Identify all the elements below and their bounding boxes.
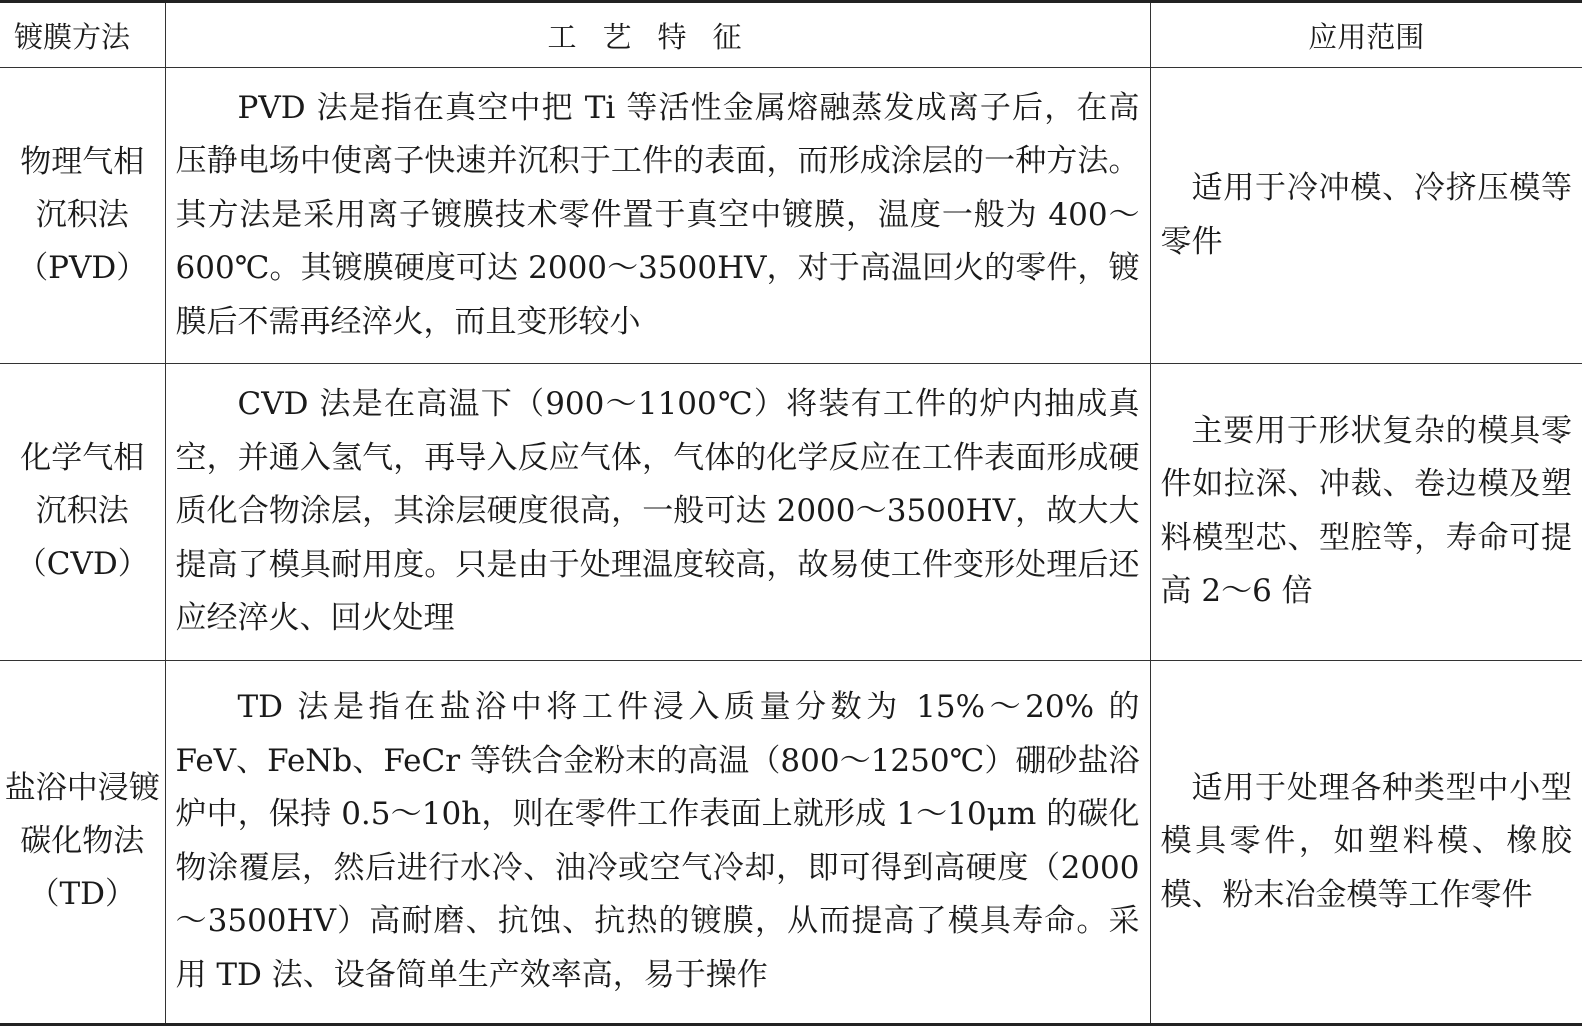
header-row xyxy=(0,2,1582,68)
application-cell: 适用于处理各种类型中小型模具零件，如塑料模、橡胶模、粉末冶金模等工作零件 xyxy=(1150,660,1582,1024)
application-cell: 适用于冷冲模、冷挤压模等零件 xyxy=(1150,68,1582,364)
table-row xyxy=(0,68,1582,364)
feature-cell: CVD 法是在高温下（900～1100℃）将装有工件的炉内抽成真空，并通入氢气，再导入反应气体，气体的化学反应在工件表面形成硬质化合物涂层，其涂层硬度很高，一般可达 2000～3500HV，故大大提高了模具耐用度。只是由于处理温度较高，故易使工件变形处理后还应经淬火、回火处理 xyxy=(165,364,1150,660)
method-line: 沉积法 xyxy=(35,197,129,234)
method-line: 盐浴中浸镀 xyxy=(4,770,160,807)
method-line: 碳化物法 xyxy=(20,823,145,860)
method-line: 化学气相 xyxy=(20,440,145,477)
method-line: （PVD） xyxy=(17,250,148,287)
method-line: （CVD） xyxy=(15,546,149,583)
method-cell xyxy=(0,660,165,1024)
header-application: 应用范围 xyxy=(1150,2,1582,68)
method-line: 物理气相 xyxy=(20,144,145,181)
table-row xyxy=(0,364,1582,660)
feature-cell: PVD 法是指在真空中把 Ti 等活性金属熔融蒸发成离子后，在高压静电场中使离子快速并沉积于工件的表面，而形成涂层的一种方法。其方法是采用离子镀膜技术零件置于真空中镀膜，温度一般为 400～600℃。其镀膜硬度可达 2000～3500HV，对于高温回火的零件，镀膜后不需再经淬火，而且变形较小 xyxy=(165,68,1150,364)
method-line: （TD） xyxy=(28,876,137,913)
header-method: 镀膜方法 xyxy=(0,2,165,68)
method-line: 沉积法 xyxy=(35,493,129,530)
method-cell xyxy=(0,68,165,364)
table-row xyxy=(0,660,1582,1024)
application-cell: 主要用于形状复杂的模具零件如拉深、冲裁、卷边模及塑料模型芯、型腔等，寿命可提高 2～6 倍 xyxy=(1150,364,1582,660)
method-cell xyxy=(0,364,165,660)
feature-cell: TD 法是指在盐浴中将工件浸入质量分数为 15%～20% 的 FeV、FeNb、FeCr 等铁合金粉末的高温（800～1250℃）硼砂盐浴炉中，保持 0.5～10h，则在零件工作表面上就形成 1～10μm 的碳化物涂覆层，然后进行水冷、油冷或空气冷却，即可得到高硬度（2000～3500HV）高耐磨、抗蚀、抗热的镀膜，从而提高了模具寿命。采用 TD 法、设备简单生产效率高，易于操作 xyxy=(165,660,1150,1024)
header-feature: 工艺特征 xyxy=(165,2,1150,68)
